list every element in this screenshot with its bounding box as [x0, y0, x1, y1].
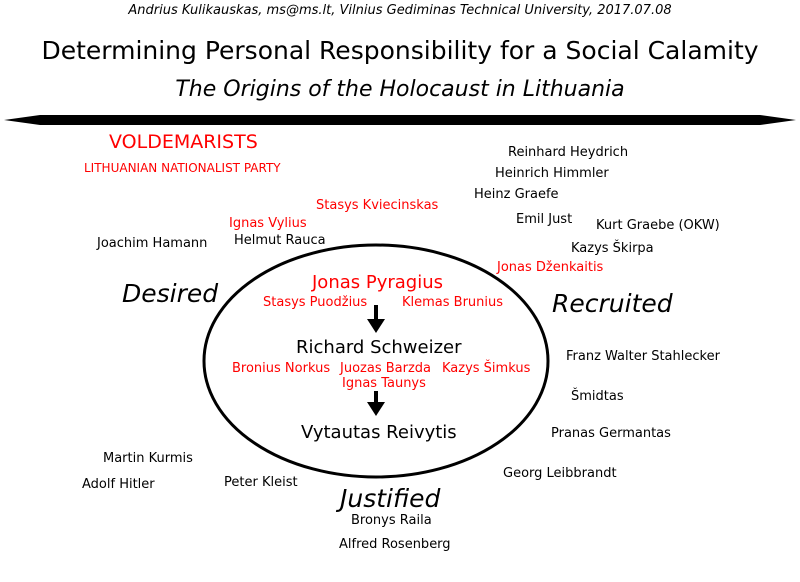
party-full-name: LITHUANIAN NATIONALIST PARTY — [84, 161, 281, 175]
arrow-down-icon — [367, 391, 385, 416]
person-heydrich: Reinhard Heydrich — [508, 145, 629, 160]
person-stahlecker: Franz Walter Stahlecker — [566, 349, 720, 364]
arrow-down-icon — [367, 305, 385, 333]
page-subtitle: The Origins of the Holocaust in Lithuania — [175, 77, 625, 102]
core-mid-center-person-2: Ignas Taunys — [342, 376, 426, 391]
core-top-left-person: Stasys Puodžius — [263, 295, 368, 310]
person-kleist: Peter Kleist — [224, 475, 298, 490]
person-raila: Bronys Raila — [351, 513, 432, 528]
author-line: Andrius Kulikauskas, ms@ms.lt, Vilnius Gediminas Technical University, 2017.07.08 — [128, 3, 672, 18]
person-graefe: Heinz Graefe — [474, 187, 559, 202]
core-bottom-person: Vytautas Reivytis — [301, 422, 457, 443]
person-hamann: Joachim Hamann — [97, 236, 208, 251]
person-rauca: Helmut Rauca — [234, 233, 326, 248]
core-top-person: Jonas Pyragius — [312, 272, 444, 293]
category-justified: Justified — [340, 484, 441, 513]
person-dzenkaitis: Jonas Dženkaitis — [497, 260, 604, 275]
person-leibbrandt: Georg Leibbrandt — [503, 466, 617, 481]
category-desired: Desired — [122, 279, 219, 308]
core-middle-person: Richard Schweizer — [296, 337, 462, 358]
person-graebe: Kurt Graebe (OKW) — [596, 218, 720, 233]
person-kviecinskas: Stasys Kviecinskas — [316, 198, 439, 213]
party-name: VOLDEMARISTS — [109, 131, 258, 153]
person-hitler: Adolf Hitler — [82, 477, 155, 492]
core-mid-left-person: Bronius Norkus — [232, 361, 331, 376]
person-just: Emil Just — [516, 212, 573, 227]
person-kurmis: Martin Kurmis — [103, 451, 193, 466]
person-germantas: Pranas Germantas — [551, 426, 671, 441]
core-top-right-person: Klemas Brunius — [402, 295, 504, 310]
core-mid-center-person-1: Juozas Barzda — [340, 361, 431, 376]
person-vylius: Ignas Vylius — [229, 216, 307, 231]
core-mid-right-person: Kazys Šimkus — [442, 361, 531, 376]
person-rosenberg: Alfred Rosenberg — [339, 537, 451, 552]
person-himmler: Heinrich Himmler — [495, 166, 609, 181]
person-skirpa: Kazys Škirpa — [571, 241, 654, 256]
page-title: Determining Personal Responsibility for a Social Calamity — [41, 36, 759, 65]
category-recruited: Recruited — [552, 289, 673, 318]
person-smidtas: Šmidtas — [571, 389, 624, 404]
